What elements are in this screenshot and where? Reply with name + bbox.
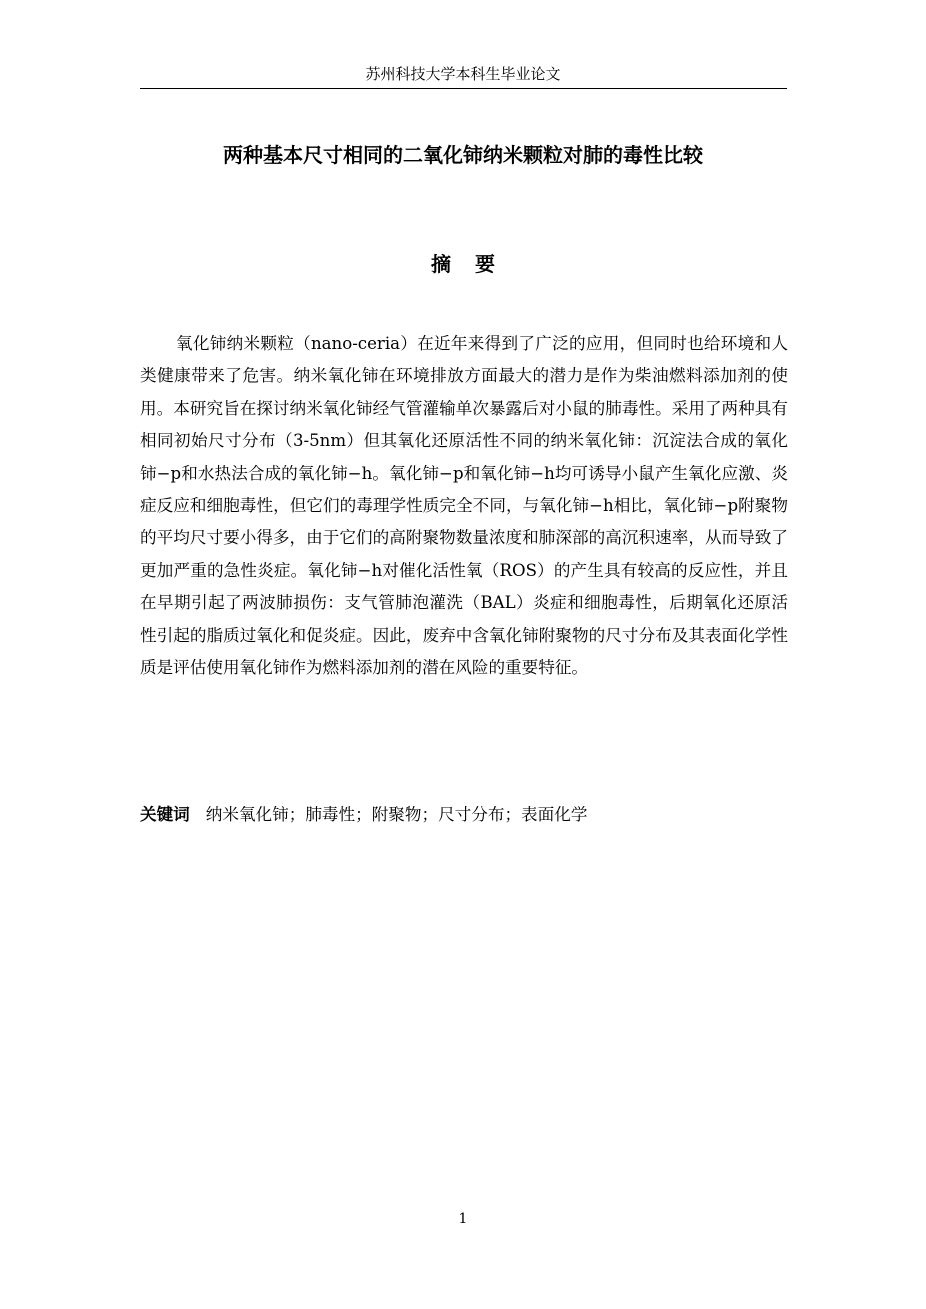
running-header: 苏州科技大学本科生毕业论文	[365, 65, 561, 83]
header-rule	[140, 88, 787, 89]
thesis-title: 两种基本尺寸相同的二氧化铈纳米颗粒对肺的毒性比较	[223, 143, 703, 167]
abstract-body: 氧化铈纳米颗粒（nano-ceria）在近年来得到了广泛的应用，但同时也给环境和人类健康带来了危害。纳米氧化铈在环境排放方面最大的潜力是作为柴油燃料添加剂的使用。本研究旨在探讨纳米氧化铈经气管灌输单次暴露后对小鼠的肺毒性。采用了两种具有相同初始尺寸分布（3-5nm）但其氧化还原活性不同的纳米氧化铈：沉淀法合成的氧化铈−p和水热法合成的氧化铈−h。氧化铈−p和氧化铈−h均可诱导小鼠产生氧化应激、炎症反应和细胞毒性，但它们的毒理学性质完全不同，与氧化铈−h相比，氧化铈−p附聚物的平均尺寸要小得多，由于它们的高附聚物数量浓度和肺深部的高沉积速率，从而导致了更加严重的急性炎症。氧化铈−h对催化活性氧（ROS）的产生具有较高的反应性，并且在早期引起了两波肺损伤：支气管肺泡灌洗（BAL）炎症和细胞毒性，后期氧化还原活性引起的脂质过氧化和促炎症。因此，废弃中含氧化铈附聚物的尺寸分布及其表面化学性质是评估使用氧化铈作为燃料添加剂的潜在风险的重要特征。	[140, 334, 788, 678]
keywords-line	[140, 800, 786, 830]
page-number: 1	[458, 1211, 468, 1227]
keywords-label: 关键词	[140, 805, 190, 824]
abstract-heading: 摘要	[431, 252, 519, 276]
keywords-list: 纳米氧化铈；肺毒性；附聚物；尺寸分布；表面化学	[205, 805, 588, 824]
